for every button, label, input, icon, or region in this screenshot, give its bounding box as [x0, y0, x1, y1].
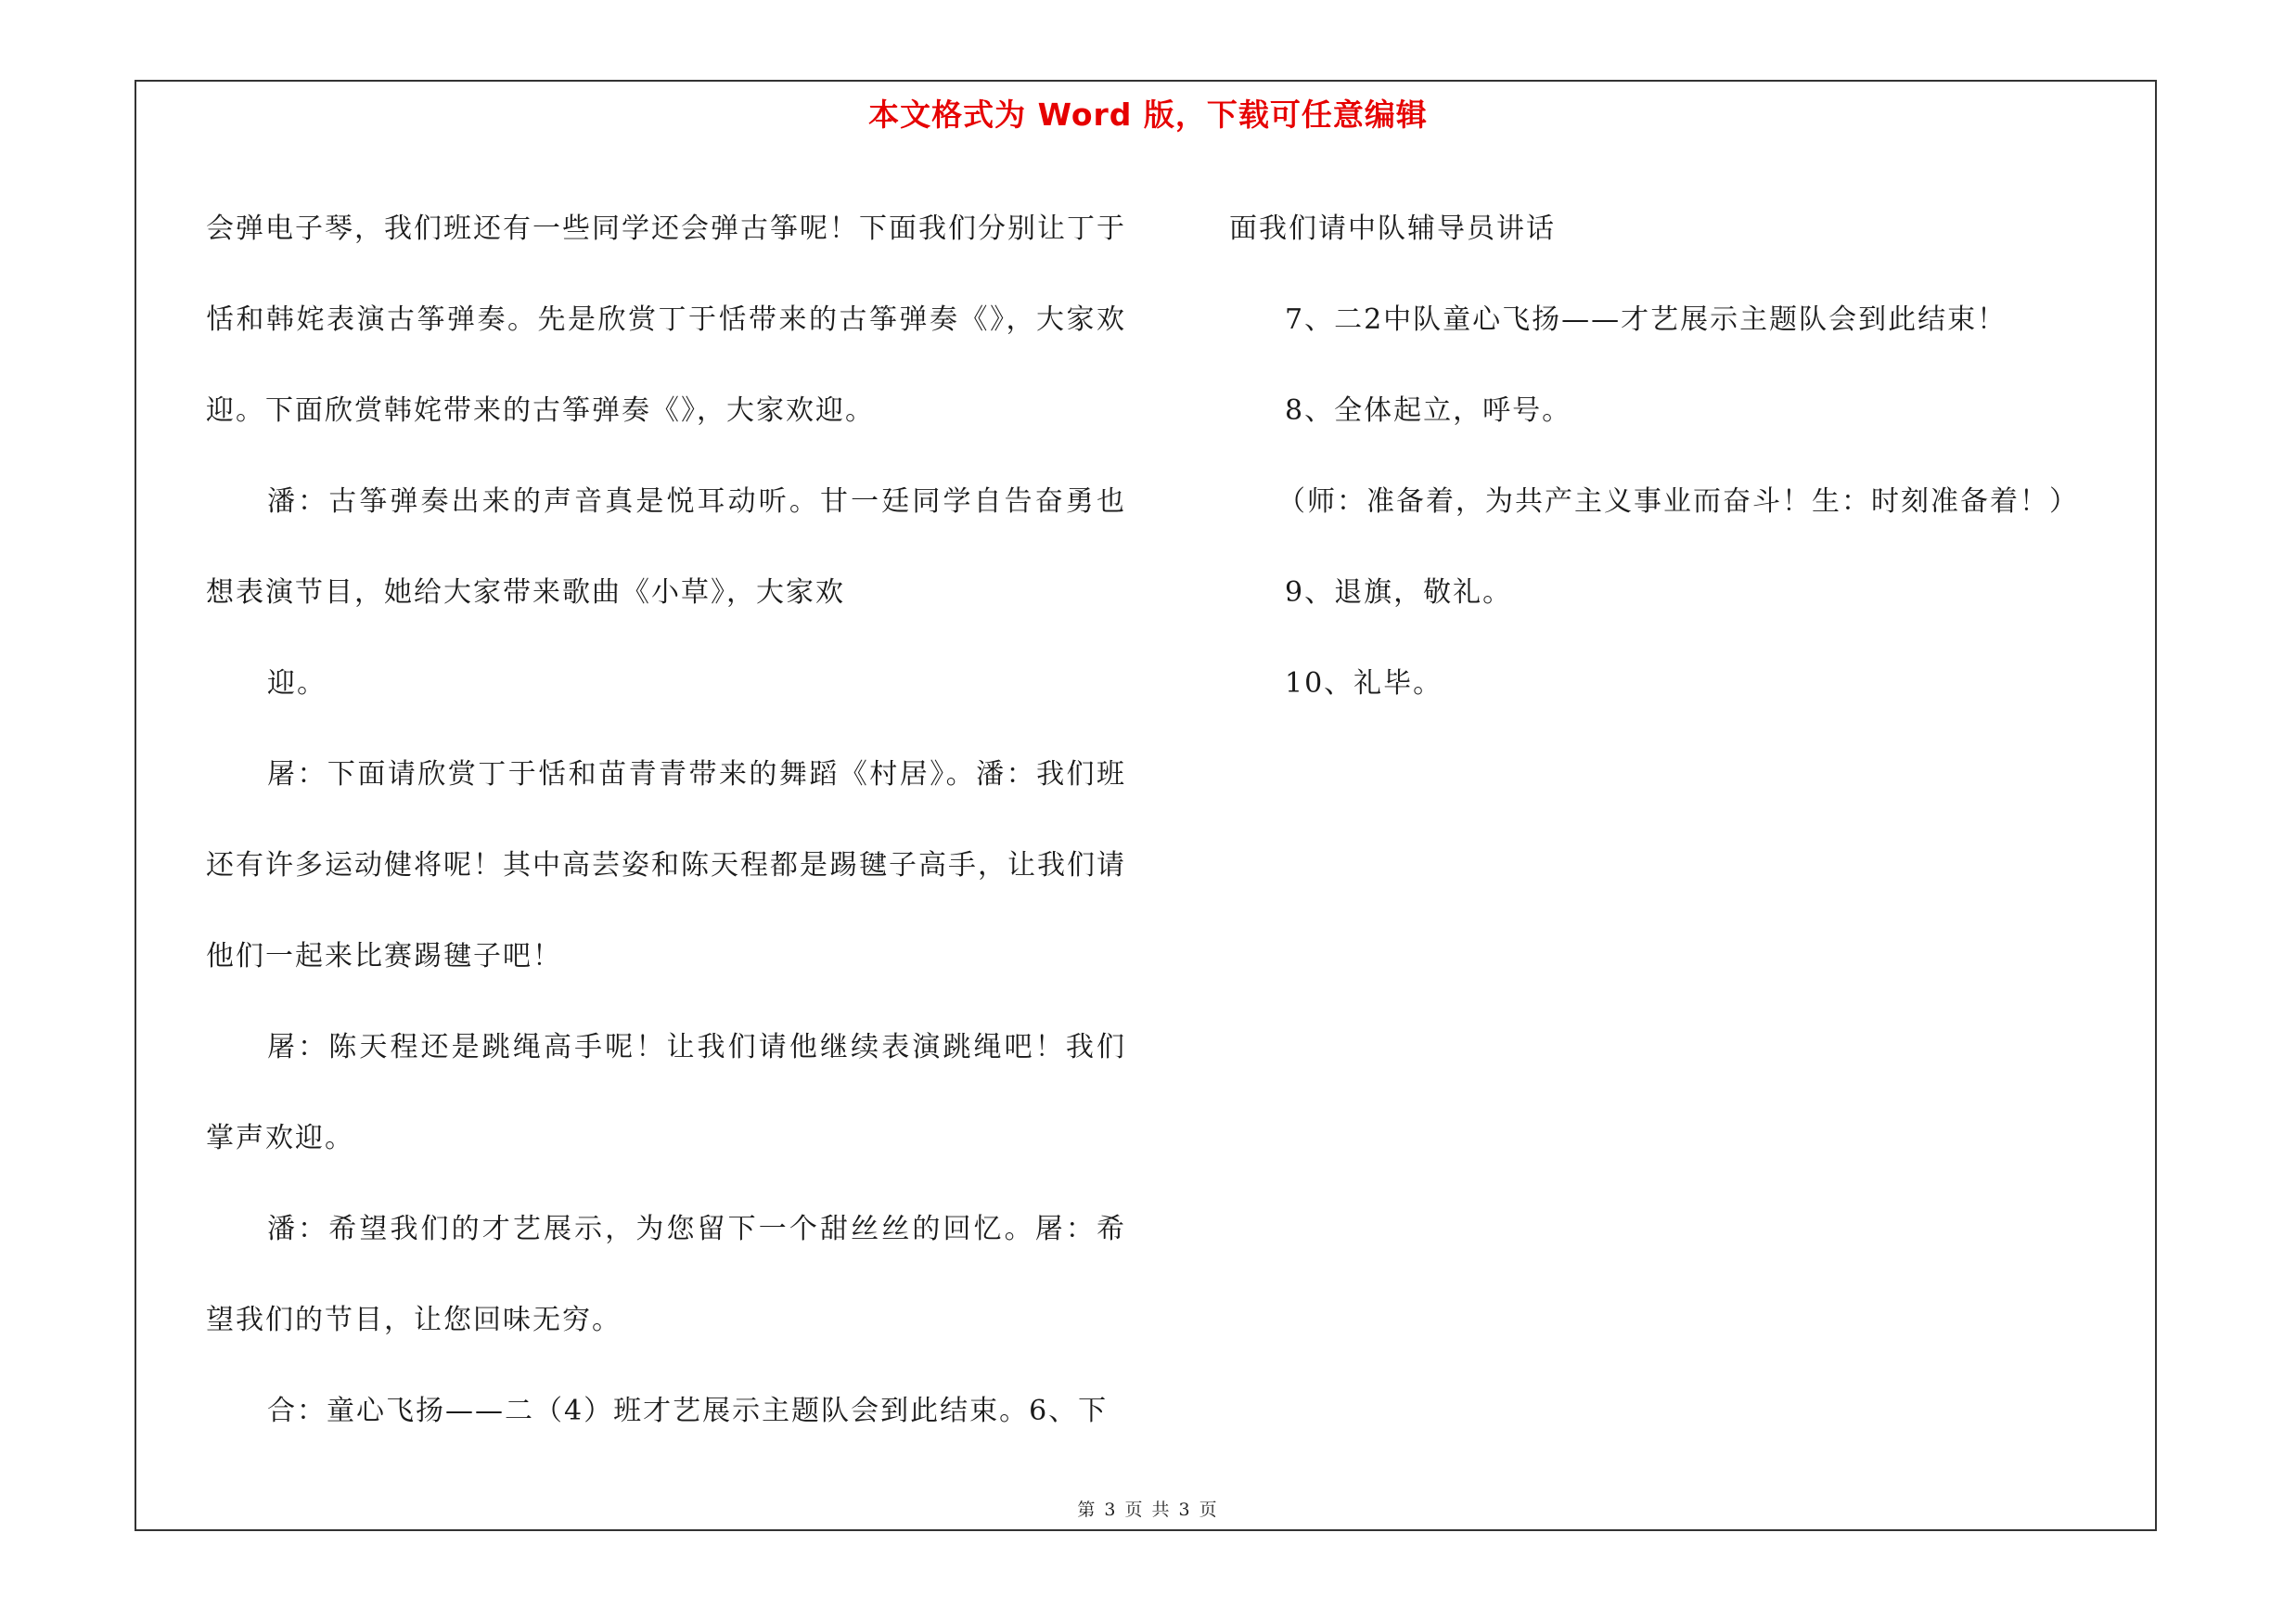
paragraph: 屠：下面请欣赏丁于恬和苗青青带来的舞蹈《村居》。潘：我们班还有许多运动健将呢！其中高芸姿和陈天程都是踢毽子高手，让我们请他们一起来比赛踢毽子吧！ [206, 758, 1126, 973]
paragraph: 面我们请中队辅导员讲话 [1229, 213, 1556, 245]
paragraph: 潘：希望我们的才艺展示，为您留下一个甜丝丝的回忆。屠：希望我们的节目，让您回味无穷。 [206, 1213, 1126, 1336]
paragraph: 8、全体起立，呼号。 [1285, 394, 1572, 427]
page-number-footer: 第 3 页 共 3 页 [1077, 1500, 1219, 1520]
paragraph: 10、礼毕。 [1285, 667, 1443, 700]
word-format-banner: 本文格式为 Word 版，下载可任意编辑 [868, 97, 1428, 133]
paragraph: 会弹电子琴，我们班还有一些同学还会弹古筝呢！下面我们分别让丁于恬和韩姹表演古筝弹奏。先是欣赏丁于恬带来的古筝弹奏《》，大家欢迎。下面欣赏韩姹带来的古筝弹奏《》，大家欢迎。 [206, 213, 1126, 427]
paragraph: 合：童心飞扬——二（4）班才艺展示主题队会到此结束。6、下 [267, 1395, 1109, 1427]
paragraph: 潘：古筝弹奏出来的声音真是悦耳动听。甘一廷同学自告奋勇也想表演节目，她给大家带来歌曲《小草》，大家欢 [206, 485, 1126, 609]
paragraph: 迎。 [267, 667, 327, 700]
paragraph: 7、二2中队童心飞扬——才艺展示主题队会到此结束！ [1285, 303, 2007, 336]
paragraph: 9、退旗，敬礼。 [1285, 576, 1513, 609]
right-column [1229, 184, 2134, 729]
paragraph: 屠：陈天程还是跳绳高手呢！让我们请他继续表演跳绳吧！我们掌声欢迎。 [206, 1031, 1126, 1154]
left-column [206, 184, 1126, 1457]
paragraph: （师：准备着，为共产主义事业而奋斗！生：时刻准备着！） [1277, 485, 2079, 518]
